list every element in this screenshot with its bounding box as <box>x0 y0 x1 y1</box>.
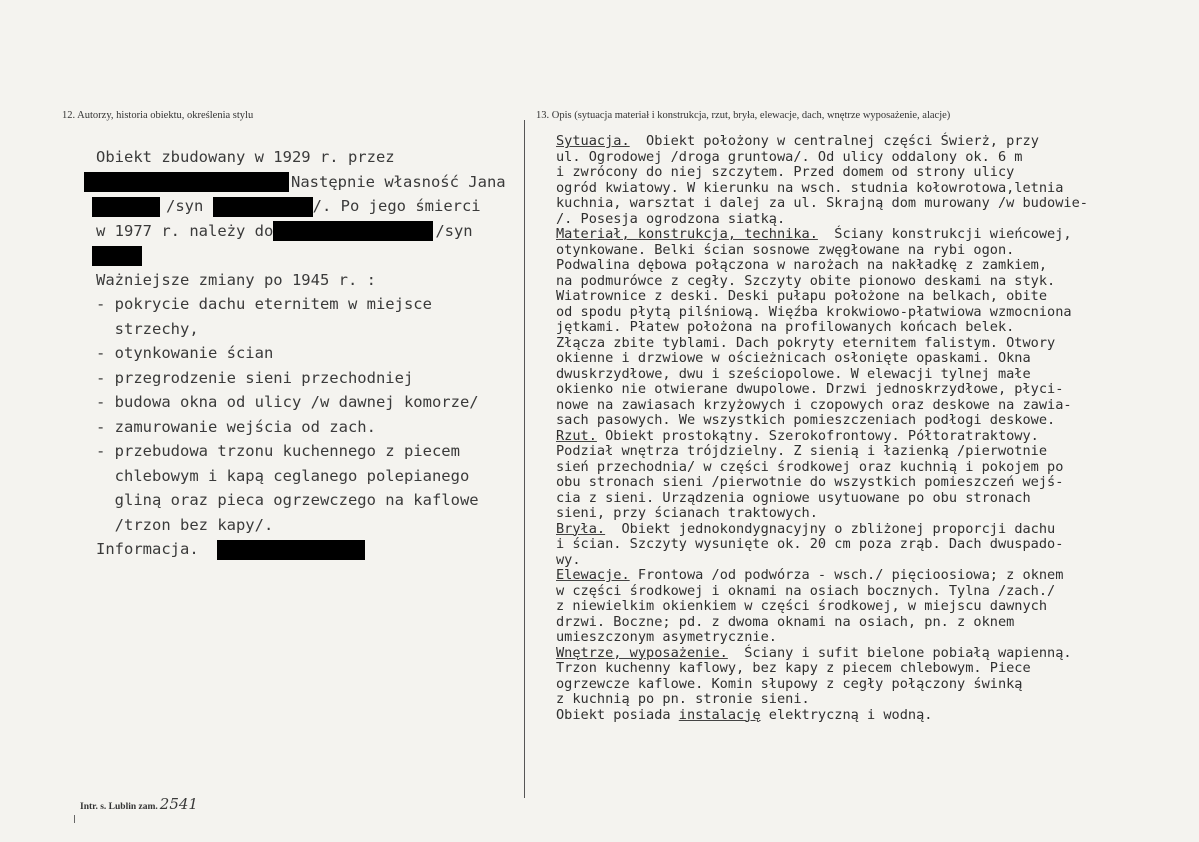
description-line: Trzon kuchenny kaflowy, bez kapy z piecem chlebowym. Piece <box>556 660 1031 676</box>
description-line: kuchnia, warsztat i dalej za ul. Skrajną dom murowany /w budowie- <box>556 195 1088 211</box>
history-line: - przegrodzenie sieni przechodniej <box>96 368 414 387</box>
history-line-text: w 1977 r. należy do <box>96 221 274 240</box>
description-line: sieni, przy ścianach traktowych. <box>556 505 818 521</box>
history-line-text: /syn <box>435 221 473 240</box>
history-line: Ważniejsze zmiany po 1945 r. : <box>96 270 376 289</box>
description-line <box>556 429 1196 445</box>
description-line: na podmurówce z cegły. Szczyty obite pionowo deskami na styk. <box>556 272 1056 289</box>
instalacje-underlined: instalację <box>678 706 761 723</box>
description-line: od spodu płytą pilśniową. Więźba krokwiowo-płatwiowa wzmocniona <box>556 303 1072 320</box>
section-13-header: 13. Opis (sytuacja materiał i konstrukcja, rzut, bryła, elewacje, dach, wnętrze wyposażenie, alacje) <box>536 110 951 121</box>
history-line-text: /. Po jego śmierci <box>312 197 481 215</box>
margin-mark <box>74 815 75 823</box>
elewacje-heading: Elewacje. <box>556 567 630 583</box>
description-line: ogród kwiatowy. W kierunku na wsch. studnia kołowrotowa,letnia <box>556 179 1064 196</box>
description-text: Ściany konstrukcji wieńcowej, <box>817 226 1072 242</box>
description-text: Ściany i sufit bielone pobiałą wapienną. <box>727 644 1072 661</box>
history-line: - pokrycie dachu eternitem w miejsce <box>96 295 432 313</box>
description-line: Podwalina dębowa połączona w narożach na nakładkę z zamkiem, <box>556 257 1048 273</box>
description-line: obu stronach sieni /pierwotnie do wszystkich pomieszczeń wejś- <box>556 474 1064 490</box>
column-divider <box>524 120 525 798</box>
history-line: chlebowym i kapą ceglanego polepianego <box>96 466 470 485</box>
history-line <box>96 194 516 219</box>
description-line: okienne i drzwiowe w ościeżnicach osłonięte opaskami. Okna <box>556 350 1031 366</box>
description-line <box>556 227 1196 243</box>
description-line: cia z sieni. Urządzenia ogniowe usytuowane po obu stronach <box>556 489 1031 506</box>
description-line: otynkowane. Belki ścian sosnowe zwęgłowane na rybi ogon. <box>556 241 1015 258</box>
history-section <box>96 145 516 562</box>
description-line: Złącza zbite tyblami. Dach pokryty eternitem falistym. Otwory <box>556 334 1056 351</box>
bryla-heading: Bryła. <box>556 520 606 537</box>
history-line: Obiekt zbudowany w 1929 r. przez <box>96 148 395 166</box>
description-line: i ścian. Szczyty wysunięte ok. 20 cm poza zrąb. Dach dwuspado- <box>556 536 1064 552</box>
description-line <box>556 134 1196 150</box>
redaction-bar <box>217 540 365 560</box>
history-line <box>96 170 516 195</box>
sytuacja-heading: Sytuacja. <box>556 133 630 149</box>
description-text: elektryczną i wodną. <box>760 706 933 723</box>
history-line: strzechy, <box>96 319 199 338</box>
description-line: /. Posesja ogrodzona siatką. <box>556 210 786 227</box>
description-text: Obiekt posiada <box>556 706 679 723</box>
rzut-heading: Rzut. <box>556 427 597 444</box>
description-line: z niewielkim okienkiem w części środkowej, w miejscu dawnych <box>556 598 1048 614</box>
section-12-header: 12. Autorzy, historia obiektu, określenia stylu <box>62 110 254 121</box>
description-line: jętkami. Płatew położona na profilowanych końcach belek. <box>556 319 1015 335</box>
history-line: - budowa okna od ulicy /w dawnej komorze/ <box>96 393 479 411</box>
description-line: dwuskrzydłowe, dwu i sześciopolowe. W elewacji tylnej małe <box>556 365 1031 382</box>
redaction-bar <box>92 197 160 217</box>
wnetrze-heading: Wnętrze, wyposażenie. <box>556 644 728 661</box>
description-line: i zwrócony do niej szczytem. Przed domem od strony ulicy <box>556 164 1015 180</box>
redaction-bar <box>92 246 142 266</box>
description-line: w części środkowej i oknami na osiach bocznych. Tylna /zach./ <box>556 582 1056 599</box>
description-line: wy. <box>556 551 581 568</box>
description-line <box>556 708 1196 724</box>
description-line: umieszczonym asymetrycznie. <box>556 629 777 645</box>
description-line: Podział wnętrza trójdzielny. Z sienią i łazienką /pierwotnie <box>556 443 1048 459</box>
description-line: nowe na zawiasach krzyżowych i czopowych oraz deskowe na zawia- <box>556 396 1072 413</box>
archive-stamp-label: Intr. s. Lublin zam. <box>80 802 158 812</box>
history-line-text: /syn <box>166 197 204 215</box>
redaction-bar <box>84 172 289 192</box>
description-line <box>556 568 1196 584</box>
redaction-bar <box>213 197 313 217</box>
description-line: z kuchnią po pn. stronie sieni. <box>556 691 810 707</box>
archive-stamp <box>80 795 198 813</box>
description-text: Obiekt jednokondygnacyjny o zbliżonej proporcji dachu <box>605 520 1056 537</box>
description-line: sień przechodnia/ w części środkowej oraz kuchnią i pokojem po <box>556 458 1064 475</box>
description-line: sach pasowych. We wszystkich pomieszczeniach podłogi deskowe. <box>556 412 1056 428</box>
description-text: Obiekt położony w centralnej części Świerż, przy <box>629 133 1039 149</box>
description-text: Obiekt prostokątny. Szerokofrontowy. Półtoratraktowy. <box>596 427 1039 444</box>
history-line: - przebudowa trzonu kuchennego z piecem <box>96 442 460 460</box>
description-line: ogrzewcze kaflowe. Komin słupowy z cegły połączony świnką <box>556 675 1023 692</box>
description-line <box>556 522 1196 538</box>
history-line <box>96 243 516 268</box>
description-section <box>556 134 1196 723</box>
history-line <box>96 219 516 244</box>
description-line: Wiatrownice z deski. Deski pułapu położone na belkach, obite <box>556 288 1048 304</box>
description-line <box>556 646 1196 662</box>
description-line: okienko nie otwierane dwupolowe. Drzwi jednoskrzydłowe, płyci- <box>556 381 1064 397</box>
handwritten-number: 2541 <box>159 795 198 813</box>
description-text: Frontowa /od podwórza - wsch./ pięcioosiowa; z oknem <box>629 567 1064 583</box>
history-line: gliną oraz pieca ogrzewczego na kaflowe <box>96 491 479 509</box>
history-line-text: Informacja. <box>96 540 199 558</box>
redaction-bar <box>273 221 433 241</box>
history-line: /trzon bez kapy/. <box>96 515 274 534</box>
history-line: - zamurowanie wejścia od zach. <box>96 417 376 436</box>
description-line: ul. Ogrodowej /droga gruntowa/. Od ulicy oddalony ok. 6 m <box>556 148 1023 165</box>
material-heading: Materiał, konstrukcja, technika. <box>556 226 818 242</box>
description-line: drzwi. Boczne; pd. z dwoma oknami na osiach, pn. z oknem <box>556 613 1015 630</box>
history-line <box>96 537 516 562</box>
history-line: - otynkowanie ścian <box>96 344 274 362</box>
history-line-text: Następnie własność Jana <box>291 172 506 191</box>
